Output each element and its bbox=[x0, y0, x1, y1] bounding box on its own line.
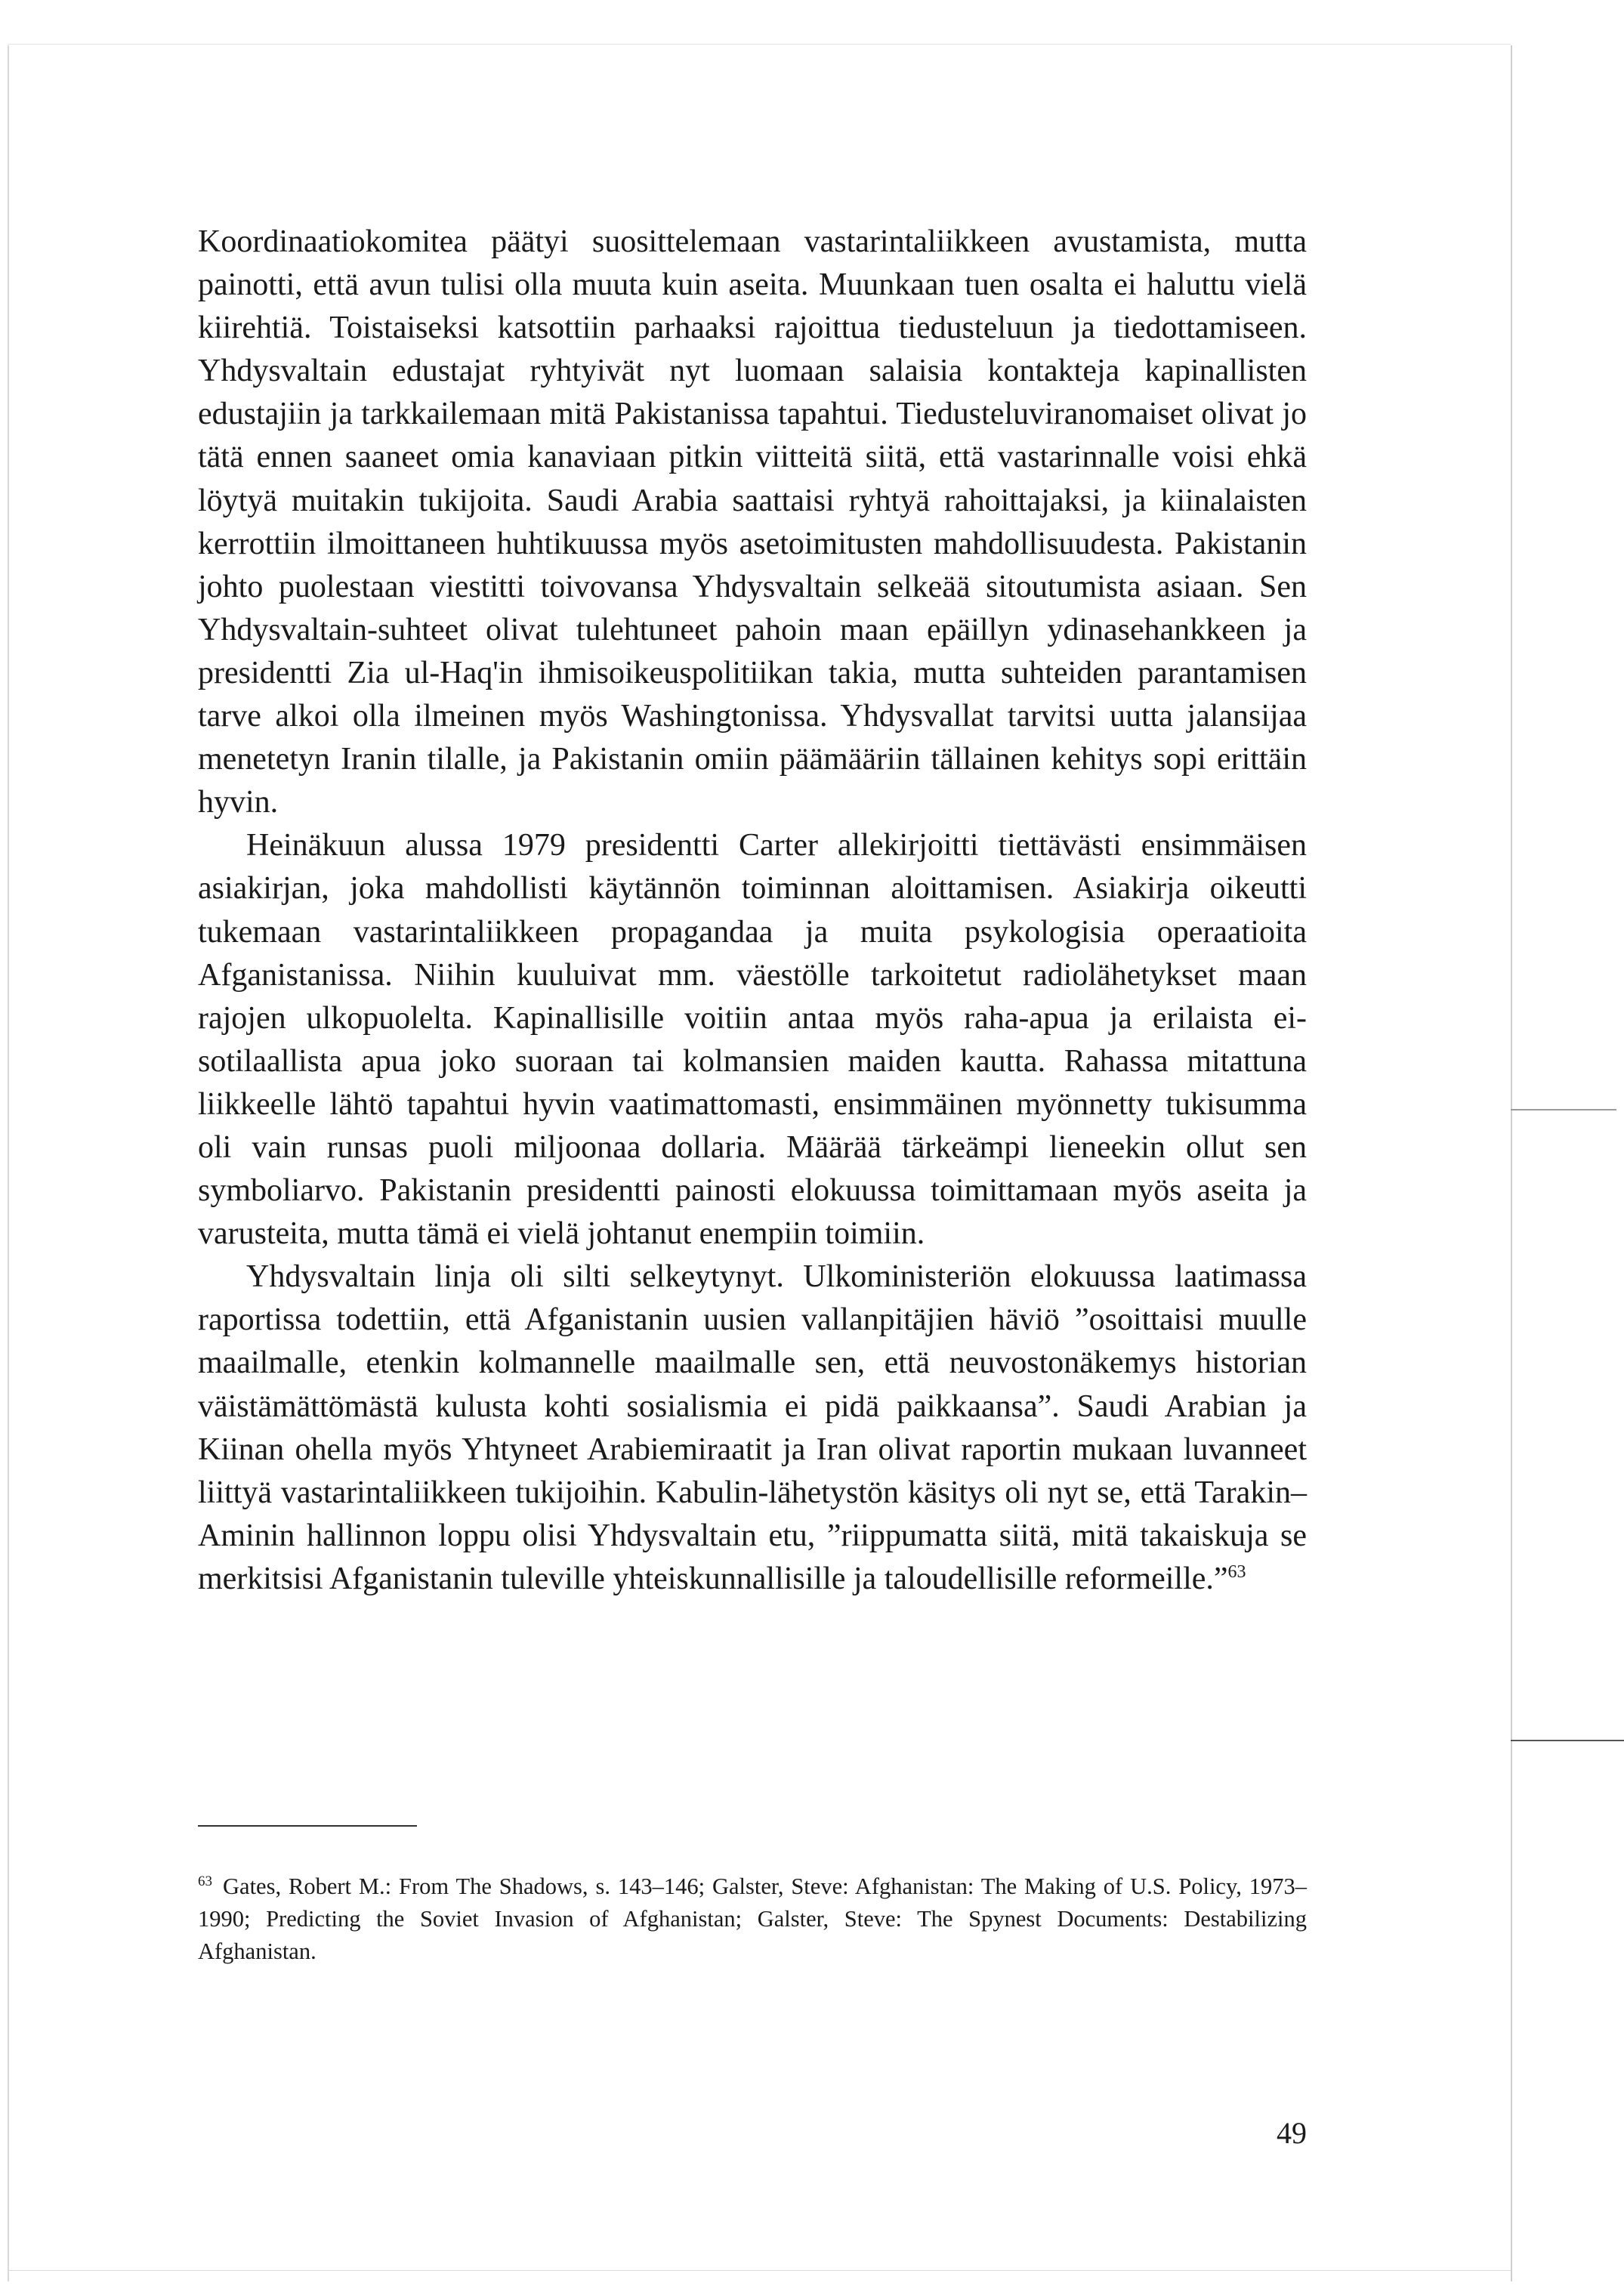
paragraph-3 bbox=[198, 1256, 1307, 1601]
footnote-divider bbox=[198, 1825, 417, 1827]
footnote-number: 63 bbox=[198, 1873, 212, 1889]
scan-side-mark bbox=[1511, 1109, 1616, 1110]
scan-edge-top bbox=[8, 44, 1511, 45]
paragraph-3-text: Yhdysvaltain linja oli silti selkeytynyt. Ulkoministeriön elokuussa laatimassa raportissa todettiin, että Afganistanin uusien vallanpitäjien häviö ”osoittaisi muulle maailmalle, etenkin kolmannelle maailmalle sen, että neuvostonäkemys historian väistämättömästä kulusta kohti sosialismia ei pidä paikkaansa”. Saudi Arabian ja Kiinan ohella myös Yhtyneet Arabiemiraatit ja Iran olivat raportin mukaan luvanneet liittyä vastarintaliikkeen tukijoihin. Kabulin-lähetystön käsitys oli nyt se, että Tarakin–Aminin hallinnon loppu olisi Yhdysvaltain etu, ”riippumatta siitä, mitä takaiskuja se merkitsisi Afganistanin tuleville yhteiskunnallisille ja taloudellisille reformeille.” bbox=[198, 1259, 1307, 1596]
body-text bbox=[198, 221, 1307, 1601]
footnote bbox=[198, 1870, 1307, 1968]
scan-edge-right bbox=[1511, 45, 1512, 2281]
paragraph-2: Heinäkuun alussa 1979 presidentti Carter allekirjoitti tiettävästi ensimmäisen asiakirjan, joka mahdollisti käytännön toiminnan aloittamisen. Asiakirja oikeutti tukemaan vastarintaliikkeen propagandaa ja muita psykologisia operaatioita Afganistanissa. Niihin kuuluivat mm. väestölle tarkoitetut radiolähetykset maan rajojen ulkopuolelta. Kapinallisille voitiin antaa myös raha-apua ja erilaista ei-sotilaallista apua joko suoraan tai kolmansien maiden kautta. Rahassa mitattuna liikkeelle lähtö tapahtui hyvin vaatimattomasti, ensimmäinen myönnetty tukisumma oli vain runsas puoli miljoonaa dollaria. Määrää tärkeämpi lieneekin ollut sen symboliarvo. Pakistanin presidentti painosti elokuussa toimittamaan myös aseita ja varusteita, mutta tämä ei vielä johtanut enempiin toimiin. bbox=[198, 828, 1307, 1252]
scan-side-mark bbox=[1511, 1740, 1624, 1741]
page-number: 49 bbox=[1277, 2116, 1307, 2150]
footnote-reference[interactable]: 63 bbox=[1227, 1561, 1246, 1582]
scan-edge-bottom bbox=[8, 2270, 1511, 2271]
footnote-text: Gates, Robert M.: From The Shadows, s. 143–146; Galster, Steve: Afghanistan: The Making of U.S. Policy, 1973–1990; Predicting the Soviet Invasion of Afghanistan; Galster, Steve: The Spynest Documents: Destabilizing Afghanistan. bbox=[198, 1873, 1307, 1964]
paragraph-1: Koordinaatiokomitea päätyi suosittelemaan vastarintaliikkeen avustamista, mutta painotti, että avun tulisi olla muuta kuin aseita. Muunkaan tuen osalta ei haluttu vielä kiirehtiä. Toistaiseksi katsottiin parhaaksi rajoittua tiedusteluun ja tiedottamiseen. Yhdysvaltain edustajat ryhtyivät nyt luomaan salaisia kontakteja kapinallisten edustajiin ja tarkkailemaan mitä Pakistanissa tapahtui. Tiedusteluviranomaiset olivat jo tätä ennen saaneet omia kanaviaan pitkin viitteitä siitä, että vastarinnalle voisi ehkä löytyä muitakin tukijoita. Saudi Arabia saattaisi ryhtyä rahoittajaksi, ja kiinalaisten kerrottiin ilmoittaneen huhtikuussa myös asetoimitusten mahdollisuudesta. Pakistanin johto puolestaan viestitti toivovansa Yhdysvaltain selkeää sitoutumista asiaan. Sen Yhdysvaltain-suhteet olivat tulehtuneet pahoin maan epäillyn ydinasehankkeen ja presidentti Zia ul-Haq'in ihmisoikeuspolitiikan takia, mutta suhteiden parantamisen tarve alkoi olla ilmeinen myös Washingtonissa. Yhdysvallat tarvitsi uutta jalansijaa menetetyn Iranin tilalle, ja Pakistanin omiin päämääriin tällainen kehitys sopi erittäin hyvin. bbox=[198, 224, 1307, 820]
scan-edge-left bbox=[8, 45, 9, 2281]
